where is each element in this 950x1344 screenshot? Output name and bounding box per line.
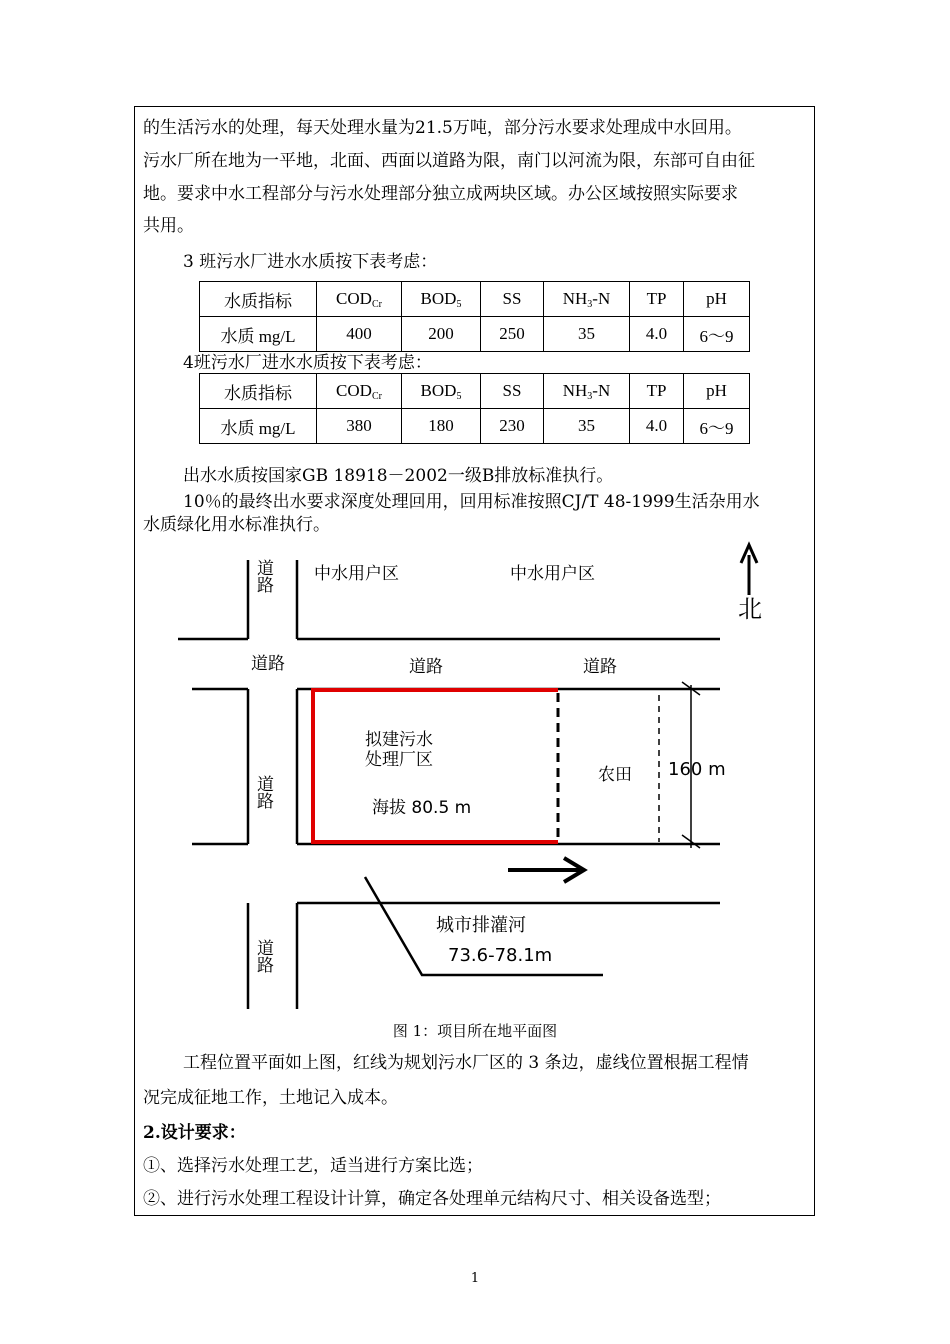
plant-label-1: 拟建污水 (365, 730, 433, 750)
river-level-label: 73.6-78.1m (448, 945, 553, 966)
plant-label-2: 处理厂区 (365, 750, 433, 770)
plant-boundary-red (313, 690, 558, 842)
table-header-cell: 水质指标 (200, 374, 317, 409)
table-row (200, 409, 750, 444)
table-header-cell: $NH_3-N$ (544, 282, 630, 317)
reuse-area-label-1: 中水用户区 (314, 564, 399, 584)
table4-heading: 4班污水厂进水水质按下表考虑： (183, 353, 432, 373)
table-header-cell: SS (481, 282, 544, 317)
table-header-cell: $COD_{Cr}$ (317, 282, 402, 317)
table-cell: 200 (402, 317, 481, 352)
table-cell: 35 (544, 317, 630, 352)
figure-caption: 图 1：项目所在地平面图 (392, 1022, 558, 1040)
table-cell: 4.0 (630, 409, 684, 444)
design-item-1: ①、选择污水处理工艺，适当进行方案比选； (143, 1156, 483, 1176)
road-label-intersection: 道路 (251, 654, 285, 674)
road-label-sw: 道路 (253, 939, 273, 973)
design-title: 2.设计要求： (143, 1123, 246, 1143)
table-header-cell: SS (481, 374, 544, 409)
road-label-north-2: 道路 (583, 657, 617, 677)
notes-line-2: 况完成征地工作，土地记入成本。 (143, 1088, 398, 1108)
table-cell: 230 (481, 409, 544, 444)
table-cell: 250 (481, 317, 544, 352)
table-row (200, 282, 750, 317)
table3-heading: 3 班污水厂进水水质按下表考虑： (183, 252, 438, 272)
table-cell: 6～9 (684, 317, 750, 352)
table-cell: 6～9 (684, 409, 750, 444)
table-header-cell: $BOD_5$ (402, 374, 481, 409)
table-header-cell: 水质指标 (200, 282, 317, 317)
standards-line-2: 10％的最终出水要求深度处理回用，回用标准按照CJ/T 48-1999生活杂用水 (183, 492, 760, 512)
table-cell: 180 (402, 409, 481, 444)
table-header-cell: $BOD_5$ (402, 282, 481, 317)
road-label-nw: 道路 (253, 559, 273, 593)
north-label: 北 (738, 595, 762, 623)
road-label-west: 道路 (253, 775, 273, 809)
road-label-north-1: 道路 (409, 657, 443, 677)
table-header-cell: pH (684, 282, 750, 317)
table-cell: 35 (544, 409, 630, 444)
table-header-cell: $NH_3-N$ (544, 374, 630, 409)
table-cell: 4.0 (630, 317, 684, 352)
table-cell: 水质 mg/L (200, 409, 317, 444)
table-header-cell: TP (630, 374, 684, 409)
notes-line-1: 工程位置平面如上图，红线为规划污水厂区的 3 条边，虚线位置根据工程情 (183, 1053, 749, 1073)
table-cell: 380 (317, 409, 402, 444)
design-item-2: ②、进行污水处理工程设计计算，确定各处理单元结构尺寸、相关设备选型； (143, 1189, 721, 1209)
farmland-label: 农田 (598, 765, 632, 785)
elevation-label: 海拔 80.5 m (372, 798, 472, 818)
width-label: 160 m (668, 759, 726, 780)
table3 (199, 281, 750, 352)
table-header-cell: pH (684, 374, 750, 409)
table-cell: 400 (317, 317, 402, 352)
table-cell: 水质 mg/L (200, 317, 317, 352)
reuse-area-label-2: 中水用户区 (510, 564, 595, 584)
standards-line-1: 出水水质按国家GB 18918－2002一级B排放标准执行。 (183, 466, 614, 486)
table-row (200, 317, 750, 352)
standards-line-3: 水质绿化用水标准执行。 (143, 515, 330, 535)
table4 (199, 373, 750, 444)
intro-line-2: 污水厂所在地为一平地，北面、西面以道路为限，南门以河流为限，东部可自由征 (143, 151, 755, 171)
table-row (200, 374, 750, 409)
intro-line-1: 的生活污水的处理，每天处理水量为21.5万吨，部分污水要求处理成中水回用。 (143, 118, 742, 138)
site-plan-diagram (160, 535, 780, 1015)
page-number: 1 (470, 1271, 480, 1286)
intro-line-4: 共用。 (143, 216, 194, 236)
table-header-cell: $COD_{Cr}$ (317, 374, 402, 409)
table-header-cell: TP (630, 282, 684, 317)
river-label: 城市排灌河 (436, 915, 526, 936)
intro-line-3: 地。要求中水工程部分与污水处理部分独立成两块区域。办公区域按照实际要求 (143, 184, 738, 204)
